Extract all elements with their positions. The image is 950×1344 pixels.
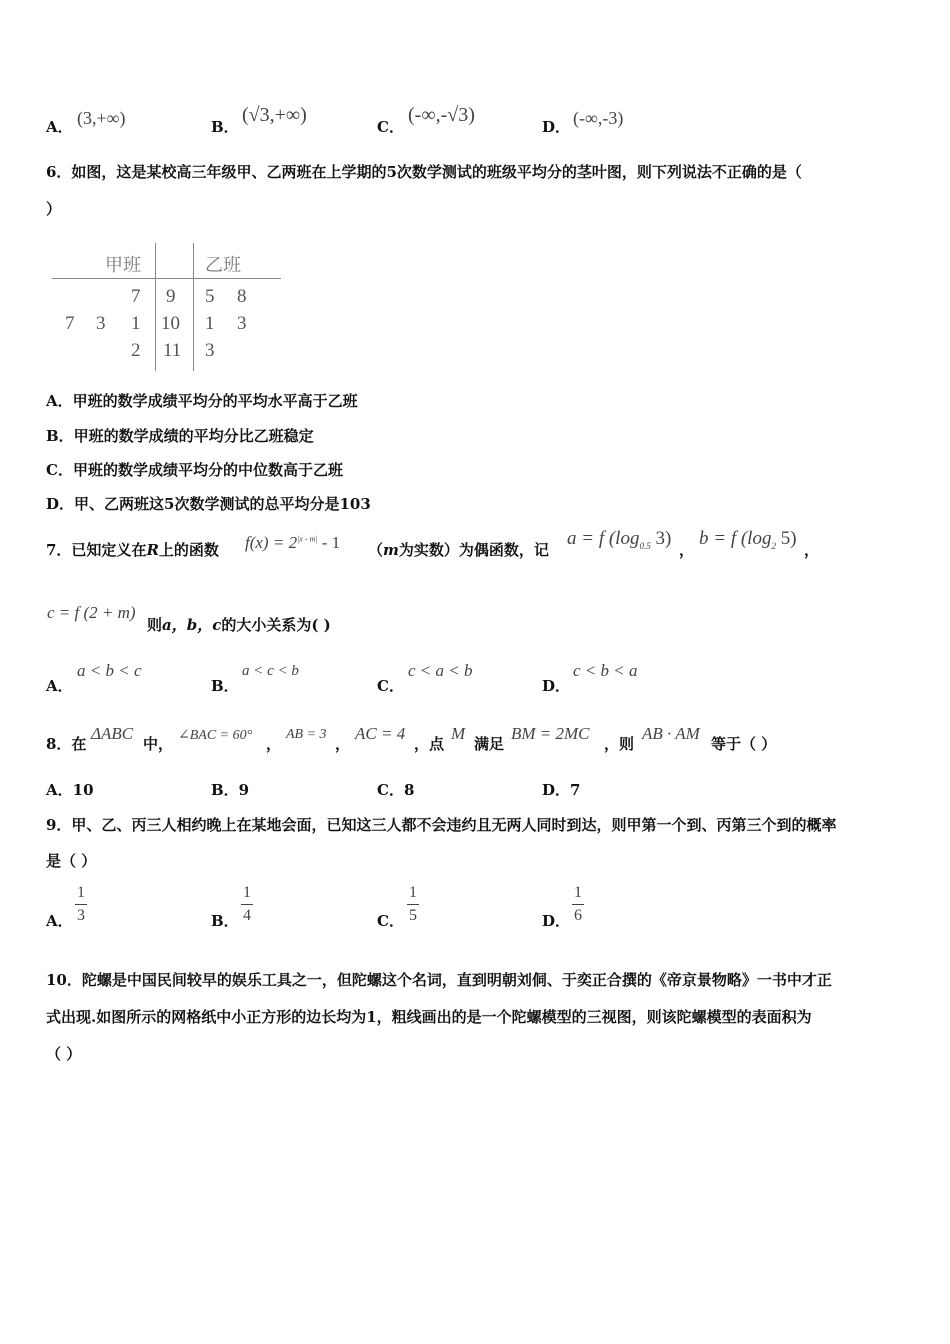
q5-option-c-expr: (-∞,-√3) xyxy=(408,104,475,126)
q8-ab: AB = 3 xyxy=(286,727,327,742)
q7-fx: f(x) = 2 xyxy=(245,533,298,552)
chart-header-rule xyxy=(52,278,281,279)
q6-option-a: A．甲班的数学成绩平均分的平均水平高于乙班 xyxy=(46,392,358,410)
q7-text: （ xyxy=(368,541,384,559)
q8-ac: AC = 4 xyxy=(355,724,406,743)
q8-text-2: 中， xyxy=(143,735,174,753)
chart-leaf: 8 xyxy=(237,286,247,307)
chart-left-header: 甲班 xyxy=(105,255,141,276)
q9-option-b-label: B． xyxy=(211,912,239,930)
fraction-bar xyxy=(572,904,584,905)
q5-option-b-expr: (√3,+∞) xyxy=(242,104,307,126)
chart-leaf: 3 xyxy=(237,313,247,334)
fraction-numerator: 1 xyxy=(243,884,251,901)
q8-text-3: ， xyxy=(266,735,282,753)
q10-stem-line1: 10．陀螺是中国民间较早的娱乐工具之一，但陀螺这个名词，直到明朝刘侗、于奕正合撰的《帝京景物略》一书中才正 xyxy=(46,971,832,989)
q7-option-c-expr: c < a < b xyxy=(408,661,473,680)
q7-a-def xyxy=(567,528,671,551)
chart-stem: 11 xyxy=(163,340,182,361)
q7-a-tail: 3) xyxy=(650,528,672,549)
q7-stem-mid xyxy=(368,539,549,560)
q9-option-c-label: C． xyxy=(377,912,404,930)
fraction-bar xyxy=(75,904,87,905)
q7-a-expr: a = f (log xyxy=(567,528,640,549)
chart-leaf: 2 xyxy=(131,340,141,361)
chart-left-divider xyxy=(155,243,156,371)
q6-option-b: B．甲班的数学成绩的平均分比乙班稳定 xyxy=(46,427,314,445)
q10-stem-line3: （ ） xyxy=(46,1045,82,1063)
chart-leaf: 5 xyxy=(205,286,215,307)
q7-b-tail: 5) xyxy=(775,528,797,549)
q7-var-m: m xyxy=(383,541,399,559)
q7-option-b-expr: a < c < b xyxy=(242,663,299,679)
q7-b-base: 2 xyxy=(771,540,776,551)
q7-sep1: ， xyxy=(679,541,695,559)
q5-option-a-expr: (3,+∞) xyxy=(77,108,126,128)
chart-leaf: 1 xyxy=(205,313,215,334)
q9-option-a-fraction xyxy=(75,884,87,925)
q5-option-a-label: A． xyxy=(46,118,73,136)
q6-option-c: C．甲班的数学成绩平均分的中位数高于乙班 xyxy=(46,461,343,479)
q9-stem-line1: 9．甲、乙、丙三人相约晚上在某地会面，已知这三人都不会违约且无两人同时到达，则甲第一个到、丙第三个到的概率 xyxy=(46,816,837,834)
q7-var-r: R xyxy=(146,541,159,559)
q7-option-d-expr: c < b < a xyxy=(573,661,638,680)
q9-option-d-fraction xyxy=(572,884,584,925)
q7-question xyxy=(147,614,331,635)
fraction-bar xyxy=(241,904,253,905)
chart-right-divider xyxy=(193,243,194,371)
q8-angle: ∠BAC = 60° xyxy=(178,728,253,743)
q5-option-b-label: B． xyxy=(211,118,239,136)
q8-text-5: ，点 xyxy=(414,735,445,753)
q7-fx-exp: |x - m| xyxy=(297,534,318,544)
fraction-numerator: 1 xyxy=(77,884,85,901)
q6-option-d: D．甲、乙两班这5次数学测试的总平均分是103 xyxy=(46,495,371,513)
q5-option-d-expr: (-∞,-3) xyxy=(573,108,624,128)
chart-leaf: 3 xyxy=(205,340,215,361)
q9-option-c-fraction xyxy=(407,884,419,925)
q8-dot-product: AB · AM xyxy=(642,724,700,743)
q9-stem-line2: 是（ ） xyxy=(46,852,97,870)
q7-text: 上的函数 xyxy=(158,541,219,559)
q8-option-d: D．7 xyxy=(542,781,581,799)
fraction-denominator: 6 xyxy=(574,907,582,924)
chart-stem: 10 xyxy=(161,313,180,334)
q7-sep2: ， xyxy=(804,541,820,559)
q7-option-a-expr: a < b < c xyxy=(77,661,142,680)
q8-text-8: 等于（ ） xyxy=(711,735,777,753)
chart-leaf: 7 xyxy=(65,313,75,334)
q9-option-a-label: A． xyxy=(46,912,73,930)
q7-text: 为实数）为偶函数，记 xyxy=(398,541,549,559)
q7-vars: a，b，c xyxy=(162,616,222,634)
fraction-denominator: 4 xyxy=(243,907,251,924)
q8-triangle: ΔABC xyxy=(91,724,134,743)
q6-stem-line2: ） xyxy=(46,200,62,218)
q5-option-c-label: C． xyxy=(377,118,404,136)
q10-stem-line2: 式出现.如图所示的网格纸中小正方形的边长均为1，粗线画出的是一个陀螺模型的三视图，则该陀螺模型的表面积为 xyxy=(46,1008,812,1026)
q8-text-1: 8．在 xyxy=(46,735,87,753)
q8-option-c: C．8 xyxy=(377,781,415,799)
q7-stem-line1 xyxy=(46,539,219,560)
q8-text-4: ， xyxy=(335,735,351,753)
q5-option-d-label: D． xyxy=(542,118,571,136)
chart-leaf: 3 xyxy=(96,313,106,334)
q8-text-7: ，则 xyxy=(604,735,635,753)
q8-text-6: 满足 xyxy=(474,735,505,753)
q9-option-d-label: D． xyxy=(542,912,571,930)
q7-option-d-label: D． xyxy=(542,677,571,695)
q8-option-b: B．9 xyxy=(211,781,250,799)
chart-leaf: 7 xyxy=(131,286,141,307)
q7-b-def xyxy=(699,528,797,551)
q7-text: 则 xyxy=(147,616,163,634)
q7-function-def xyxy=(245,533,340,553)
q7-c-def: c = f (2 + m) xyxy=(47,603,136,622)
q7-option-a-label: A． xyxy=(46,677,73,695)
q7-fx-tail: - 1 xyxy=(317,533,341,552)
q7-option-b-label: B． xyxy=(211,677,239,695)
q8-option-a: A．10 xyxy=(46,781,94,799)
q7-option-c-label: C． xyxy=(377,677,404,695)
fraction-bar xyxy=(407,904,419,905)
chart-stem: 9 xyxy=(166,286,176,307)
chart-leaf: 1 xyxy=(131,313,141,334)
fraction-denominator: 5 xyxy=(409,907,417,924)
q8-point-m: M xyxy=(451,724,466,743)
q6-stem-line1: 6．如图，这是某校高三年级甲、乙两班在上学期的5次数学测试的班级平均分的茎叶图，则下列说法不正确的是（ xyxy=(46,163,802,181)
q7-text: 7．已知定义在 xyxy=(46,541,147,559)
fraction-numerator: 1 xyxy=(409,884,417,901)
fraction-denominator: 3 xyxy=(77,907,85,924)
q7-text: 的大小关系为( ) xyxy=(221,616,331,634)
q7-b-expr: b = f (log xyxy=(699,528,772,549)
q9-option-b-fraction xyxy=(241,884,253,925)
q8-condition: BM = 2MC xyxy=(511,724,590,743)
chart-right-header: 乙班 xyxy=(205,255,241,276)
fraction-numerator: 1 xyxy=(574,884,582,901)
q7-a-base: 0.5 xyxy=(639,540,651,551)
